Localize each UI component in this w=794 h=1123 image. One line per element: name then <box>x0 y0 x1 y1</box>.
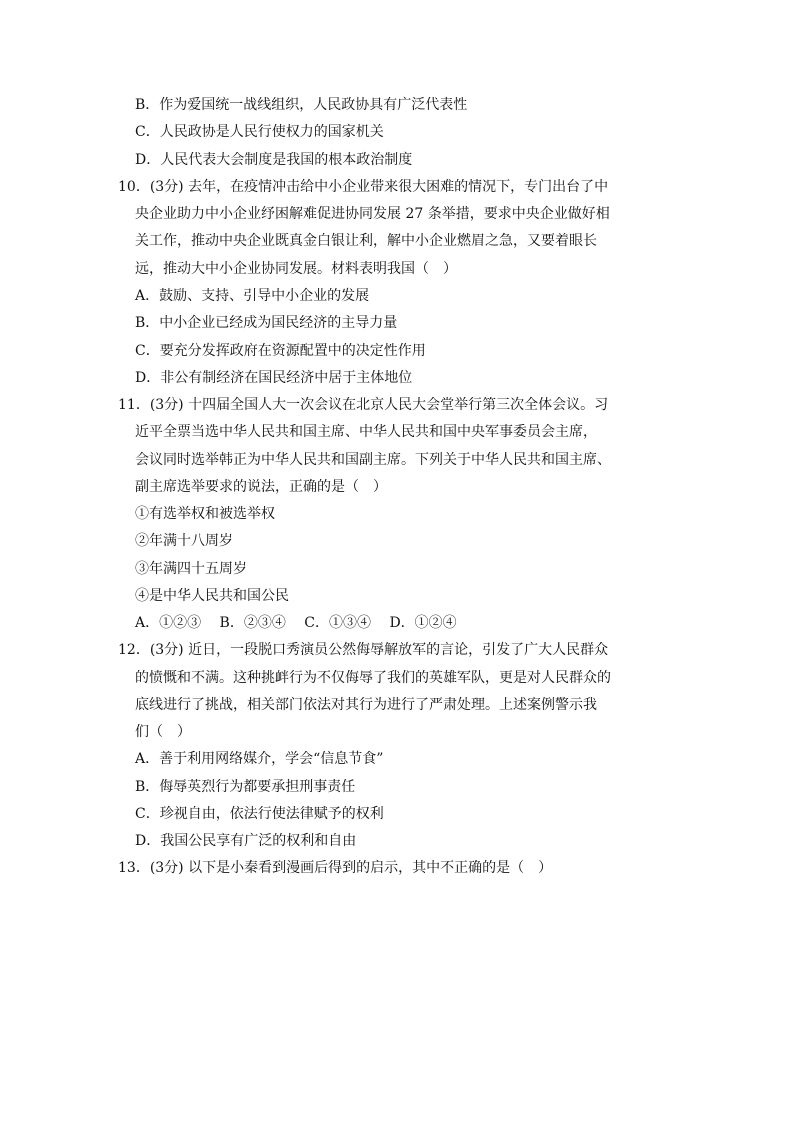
q11-statement-2: ②年满十八周岁 <box>135 533 233 549</box>
q11-stem-line-1: 11．(3分) 十四届全国人大一次会议在北京人民大会堂举行第三次全体会议。习 <box>118 397 609 413</box>
q12-option-c: C．珍视自由，依法行使法律赋予的权利 <box>135 806 384 822</box>
q10-stem-line-1: 10．(3分) 去年，在疫情冲击给中小企业带来很大困难的情况下，专门出台了中 <box>118 179 609 195</box>
q12-stem-line-3: 底线进行了挑战，相关部门依法对其行为进行了严肃处理。上述案例警示我 <box>135 697 597 713</box>
q12-option-d: D．我国公民享有广泛的权利和自由 <box>135 833 357 849</box>
q11-statement-3: ③年满四十五周岁 <box>135 561 247 577</box>
q11-options: A．①②③ B．②③④ C．①③④ D．①②④ <box>135 615 457 631</box>
q11-statement-4: ④是中华人民共和国公民 <box>135 588 289 604</box>
q11-stem-line-2: 近平全票当选中华人民共和国主席、中华人民共和国中央军事委员会主席， <box>135 424 597 440</box>
q9-option-b: B．作为爱国统一战线组织，人民政协具有广泛代表性 <box>135 97 468 113</box>
q12-stem-line-4: 们（ ） <box>135 724 191 740</box>
q10-option-c: C．要充分发挥政府在资源配置中的决定性作用 <box>135 343 426 359</box>
q13-stem-line-1: 13．(3分) 以下是小秦看到漫画后得到的启示，其中不正确的是（ ） <box>118 860 553 876</box>
q12-option-a: A．善于利用网络媒介，学会“信息节食” <box>135 751 384 767</box>
q11-stem-line-4: 副主席选举要求的说法，正确的是（ ） <box>135 479 387 495</box>
q10-option-d: D．非公有制经济在国民经济中居于主体地位 <box>135 370 413 386</box>
q9-option-c: C．人民政协是人民行使权力的国家机关 <box>135 124 384 140</box>
q10-option-b: B．中小企业已经成为国民经济的主导力量 <box>135 315 398 331</box>
q10-stem-line-3: 关工作，推动中央企业既真金白银让利，解中小企业燃眉之急，又要着眼长 <box>135 233 597 249</box>
q10-stem-line-2: 央企业助力中小企业纾困解难促进协同发展 27 条举措，要求中央企业做好相 <box>135 206 610 222</box>
q12-stem-line-2: 的愤慨和不满。这种挑衅行为不仅侮辱了我们的英雄军队，更是对人民群众的 <box>135 670 611 686</box>
q11-stem-line-3: 会议同时选举韩正为中华人民共和国副主席。下列关于中华人民共和国主席、 <box>135 452 611 468</box>
q12-stem-line-1: 12．(3分) 近日，一段脱口秀演员公然侮辱解放军的言论，引发了广大人民群众 <box>118 642 609 658</box>
q9-option-d: D．人民代表大会制度是我国的根本政治制度 <box>135 152 413 168</box>
q10-stem-line-4: 远，推动大中小企业协同发展。材料表明我国（ ） <box>135 261 457 277</box>
q12-option-b: B．侮辱英烈行为都要承担刑事责任 <box>135 779 356 795</box>
q11-statement-1: ①有选举权和被选举权 <box>135 506 275 522</box>
q10-option-a: A．鼓励、支持、引导中小企业的发展 <box>135 288 370 304</box>
